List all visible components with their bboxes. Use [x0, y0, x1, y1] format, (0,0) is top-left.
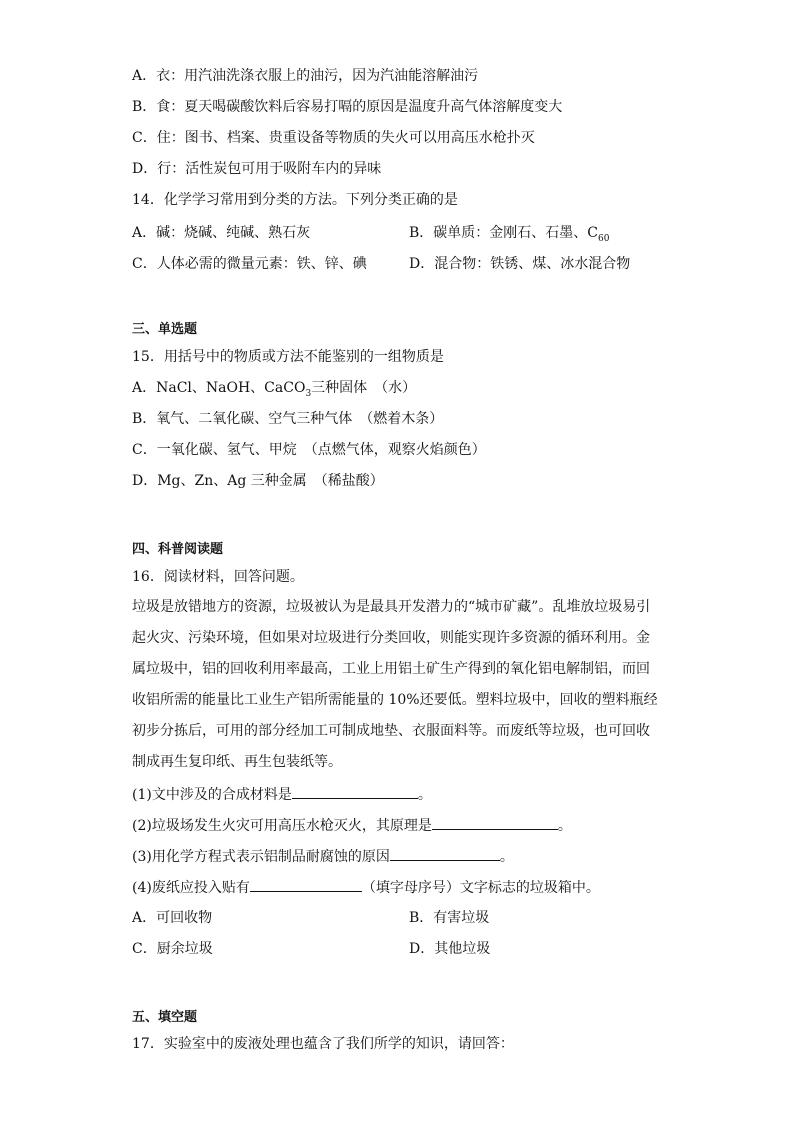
- q16-sub3-text: (3)用化学方程式表示铝制品耐腐蚀的原因: [132, 849, 390, 865]
- answer-blank[interactable]: [390, 846, 500, 861]
- q14-option-b: [409, 223, 609, 243]
- answer-blank[interactable]: [250, 877, 362, 892]
- q13-option-b: B．食：夏天喝碳酸饮料后容易打嗝的原因是温度升高气体溶解度变大: [132, 99, 563, 115]
- answer-blank[interactable]: [432, 815, 558, 830]
- q16-sub4: [132, 877, 600, 898]
- q16-sub1-end: 。: [417, 787, 432, 803]
- q15-option-a-subscript: 3: [305, 388, 312, 399]
- section-5-title: 五、填空题: [132, 1010, 198, 1025]
- q16-sub2-end: 。: [557, 818, 572, 834]
- q14-option-d: D．混合物：铁锈、煤、冰水混合物: [409, 256, 631, 272]
- q13-option-a: A．衣：用汽油洗涤衣服上的油污，因为汽油能溶解油污: [132, 68, 479, 84]
- section-4-title: 四、科普阅读题: [132, 542, 224, 557]
- q14-stem: 14．化学学习常用到分类的方法。下列分类正确的是: [132, 192, 458, 208]
- q14-option-b-subscript: 60: [598, 233, 610, 244]
- section-3-title: 三、单选题: [132, 322, 198, 337]
- q16-sub1: [132, 784, 432, 805]
- q14-option-c: C．人体必需的微量元素：铁、锌、碘: [132, 256, 367, 272]
- q16-option-a: A．可回收物: [132, 910, 213, 926]
- q14-option-b-text: B．碳单质：金刚石、石墨、C: [409, 225, 598, 241]
- q16-sub2: [132, 815, 572, 836]
- q15-option-a-text: A．NaCl、NaOH、CaCO: [132, 380, 306, 396]
- q16-stem: 16．阅读材料，回答问题。: [132, 569, 304, 585]
- q17-stem: 17．实验室中的废液处理也蕴含了我们所学的知识，请回答：: [132, 1036, 514, 1052]
- q15-option-d: D．Mg、Zn、Ag 三种金属 （稀盐酸）: [132, 473, 384, 489]
- q14-option-a: A．碱：烧碱、纯碱、熟石灰: [132, 225, 311, 241]
- q15-stem: 15．用括号中的物质或方法不能鉴别的一组物质是: [132, 349, 444, 365]
- q16-sub3-end: 。: [499, 849, 514, 865]
- q15-option-c: C．一氧化碳、氢气、甲烷 （点燃气体，观察火焰颜色）: [132, 442, 486, 458]
- q16-sub4-end: （填字母序号）文字标志的垃圾箱中。: [361, 880, 600, 896]
- q15-option-a: [132, 378, 416, 398]
- q15-option-b: B．氧气、二氧化碳、空气三种气体 （燃着木条）: [132, 411, 444, 427]
- q15-option-a-suffix: 三种固体 （水）: [311, 380, 417, 396]
- q13-option-d: D．行：活性炭包可用于吸附车内的异味: [132, 161, 382, 177]
- q16-option-c: C．厨余垃圾: [132, 941, 213, 957]
- q16-passage: 垃圾是放错地方的资源，垃圾被认为是最具开发潜力的“城市矿藏”。乱堆放垃圾易引起火灾、污染环境，但如果对垃圾进行分类回收，则能实现许多资源的循环利用。金属垃圾中，铝的回收利用率最高，工业上用铝土矿生产得到的氧化铝电解制铝，而回收铝所需的能量比工业生产铝所需能量的 10%还要低。塑料垃圾中，回收的塑料瓶经初步分拣后，可用的部分经加工可制成地垫、衣服面料等。而废纸等垃圾，也可回收制成再生复印纸、再生包装纸等。: [132, 599, 658, 770]
- q16-sub1-text: (1)文中涉及的合成材料是: [132, 787, 292, 803]
- q16-sub3: [132, 846, 514, 867]
- q16-option-b: B．有害垃圾: [409, 910, 490, 926]
- q16-option-d: D．其他垃圾: [409, 941, 491, 957]
- q16-sub4-text: (4)废纸应投入贴有: [132, 880, 250, 896]
- q13-option-c: C．住：图书、档案、贵重设备等物质的失火可以用高压水枪扑灭: [132, 130, 535, 146]
- q16-sub2-text: (2)垃圾场发生火灾可用高压水枪灭火，其原理是: [132, 818, 432, 834]
- answer-blank[interactable]: [292, 784, 418, 799]
